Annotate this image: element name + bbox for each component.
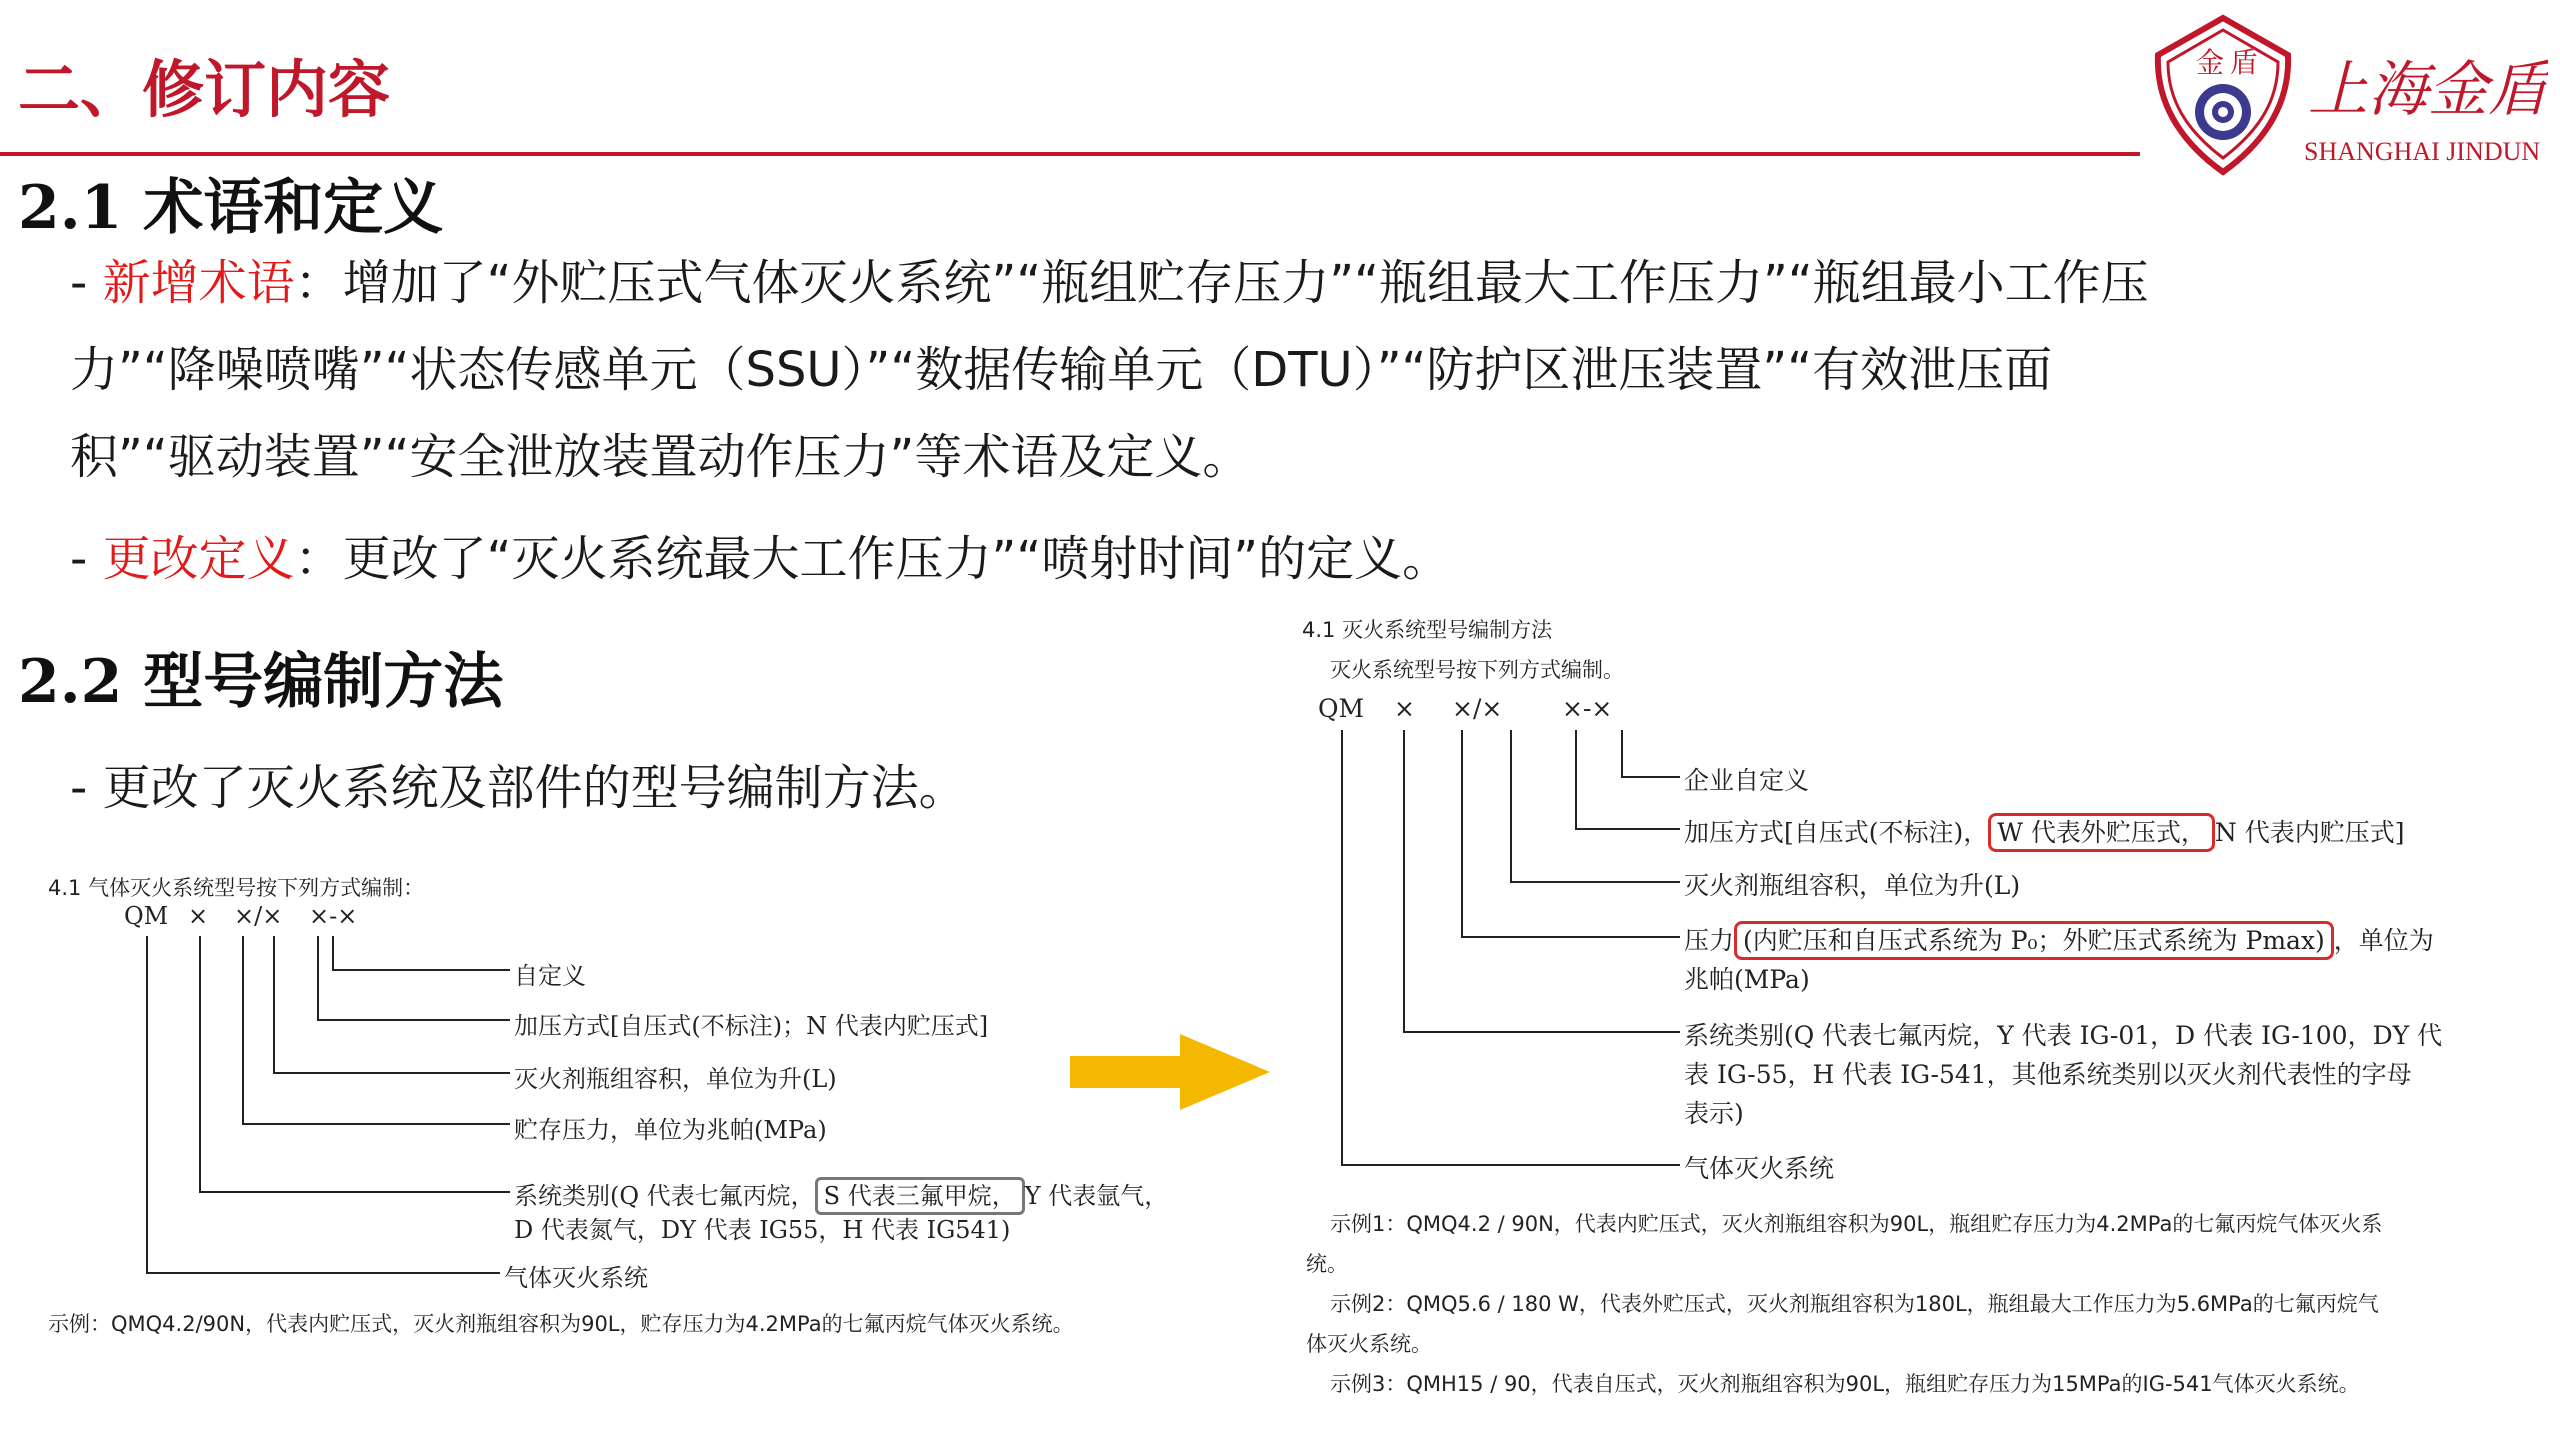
new-item-category-2: 表 IG-55，H 代表 IG-541，其他系统类别以灭火剂代表性的字母 xyxy=(1684,1060,2412,1089)
new-pressurize-highlight: W 代表外贮压式， xyxy=(1988,813,2215,852)
changed-defs-label: 更改定义 xyxy=(102,531,295,587)
new-pressure-highlight: (内贮压和自压式系统为 P₀；外贮压式系统为 Pmax) xyxy=(1734,921,2334,960)
new-terms-line1 xyxy=(70,240,2470,327)
old-example: 示例：QMQ4.2/90N，代表内贮压式，灭火剂瓶组容积为90L，贮存压力为4.2MPa的七氟丙烷气体灭火系统。 xyxy=(48,1312,1074,1336)
new-code-3: ×-× xyxy=(1562,694,1613,723)
svg-text:上海金盾: 上海金盾 xyxy=(2308,55,2548,125)
model-change-text: - 更改了灭火系统及部件的型号编制方法。 xyxy=(70,760,967,816)
title-underline xyxy=(0,152,2140,156)
new-terms-label: 新增术语 xyxy=(102,255,295,311)
new-example-1: 示例1：QMQ4.2 / 90N，代表内贮压式，灭火剂瓶组容积为90L，瓶组贮存压力为4.2MPa的七氟丙烷气体灭火系 xyxy=(1330,1212,2383,1236)
dash: - xyxy=(70,531,103,587)
new-example-2-cont: 体灭火系统。 xyxy=(1306,1332,1432,1356)
new-item-category-3: 表示) xyxy=(1684,1099,1744,1128)
separator: ： xyxy=(294,531,343,587)
right-arrow-icon xyxy=(1070,1032,1270,1112)
new-pressure-prefix: 压力 xyxy=(1684,926,1735,955)
new-item-system: 气体灭火系统 xyxy=(1684,1154,1835,1183)
new-caption: 4.1 灭火系统型号编制方法 xyxy=(1302,618,1553,642)
page-title: 二、修订内容 xyxy=(18,53,391,126)
section-heading-terms: 2.1 术语和定义 xyxy=(18,173,444,243)
old-standard-figure xyxy=(40,860,1170,1420)
new-item-volume: 灭火剂瓶组容积，单位为升(L) xyxy=(1684,871,2021,900)
new-pressure-suffix: ，单位为 xyxy=(2333,926,2434,955)
old-item-category xyxy=(514,1176,1168,1211)
new-example-2: 示例2：QMQ5.6 / 180 W，代表外贮压式，灭火剂瓶组容积为180L，瓶组最大工作压力为5.6MPa的七氟丙烷气 xyxy=(1330,1292,2379,1316)
old-item-pressure: 贮存压力，单位为兆帕(MPa) xyxy=(514,1116,827,1144)
old-code-1: × xyxy=(188,902,209,930)
new-pressurize-prefix: 加压方式[自压式(不标注)， xyxy=(1684,818,1989,847)
svg-text:SHANGHAI JINDUN: SHANGHAI JINDUN xyxy=(2304,137,2541,166)
old-category-highlight: S 代表三氟甲烷， xyxy=(815,1177,1025,1215)
new-terms-text-2: 力”“降噪喷嘴”“状态传感单元（SSU）”“数据传输单元（DTU）”“防护区泄压装置”“有效泄压面 xyxy=(70,342,2053,398)
shield-seal-icon xyxy=(2128,10,2548,180)
old-code-2: ×/× xyxy=(234,902,283,930)
dash: - xyxy=(70,255,103,311)
new-pressurize-suffix: N 代表内贮压式] xyxy=(2214,818,2405,847)
new-terms-text-3: 积”“驱动装置”“安全泄放装置动作压力”等术语及定义。 xyxy=(70,429,1251,485)
old-caption: 4.1 气体灭火系统型号按下列方式编制： xyxy=(48,876,425,900)
section-heading-model: 2.2 型号编制方法 xyxy=(18,647,504,717)
new-item-pressure xyxy=(1684,921,2434,957)
new-code-qm: QM xyxy=(1318,694,1365,723)
svg-text:金: 金 xyxy=(2196,46,2225,79)
old-item-pressurize: 加压方式[自压式(不标注)；N 代表内贮压式] xyxy=(514,1012,989,1040)
new-example-3: 示例3：QMH15 / 90，代表自压式，灭火剂瓶组容积为90L，瓶组贮存压力为15MPa的IG-541气体灭火系统。 xyxy=(1330,1372,2360,1396)
svg-text:盾: 盾 xyxy=(2230,46,2259,79)
old-item-custom: 自定义 xyxy=(514,962,586,990)
old-code-qm: QM xyxy=(124,902,169,930)
old-item-system: 气体灭火系统 xyxy=(504,1264,648,1292)
new-code-2: ×/× xyxy=(1452,694,1503,723)
old-item-category-line2: D 代表氮气，DY 代表 IG55，H 代表 IG541) xyxy=(514,1216,1011,1244)
new-terms-text-1: 增加了“外贮压式气体灭火系统”“瓶组贮存压力”“瓶组最大工作压力”“瓶组最小工作压 xyxy=(342,255,2149,311)
changed-defs-paragraph xyxy=(70,516,2470,603)
new-example-1-cont: 统。 xyxy=(1306,1252,1348,1276)
new-code-1: × xyxy=(1394,694,1415,723)
new-item-pressure-line2: 兆帕(MPa) xyxy=(1684,965,1810,994)
changed-defs-text: 更改了“灭火系统最大工作压力”“喷射时间”的定义。 xyxy=(342,531,1451,587)
new-terms-paragraph xyxy=(70,240,2470,501)
new-standard-figure xyxy=(1290,600,2550,1420)
company-logo xyxy=(2128,10,2548,180)
old-code-3: ×-× xyxy=(309,902,358,930)
old-category-suffix: Y 代表氩气， xyxy=(1024,1182,1169,1210)
new-item-category-1: 系统类别(Q 代表七氟丙烷，Y 代表 IG-01，D 代表 IG-100，DY 代 xyxy=(1684,1021,2443,1050)
new-subcaption: 灭火系统型号按下列方式编制。 xyxy=(1330,658,1624,682)
separator: ： xyxy=(294,255,343,311)
old-item-volume: 灭火剂瓶组容积，单位为升(L) xyxy=(514,1065,837,1093)
new-item-enterprise: 企业自定义 xyxy=(1684,766,1810,795)
old-category-prefix: 系统类别(Q 代表七氟丙烷， xyxy=(514,1182,815,1210)
new-item-pressurize xyxy=(1684,813,2405,849)
